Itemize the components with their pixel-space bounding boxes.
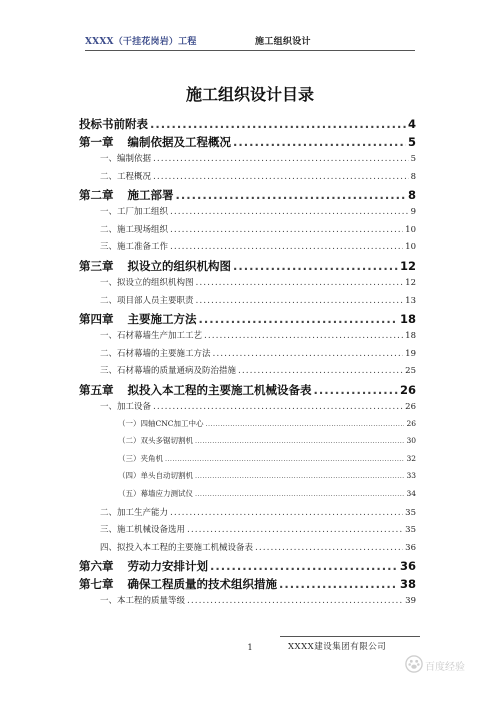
footer-company: XXXX建设集团有限公司	[288, 642, 387, 652]
toc-entry-title: 拟投入本工程的主要施工机械设备表	[127, 382, 312, 397]
toc-leader-dots	[170, 207, 409, 217]
toc-entry[interactable]	[79, 523, 416, 541]
toc-leader-dots	[153, 154, 409, 164]
toc-leader-dots	[170, 225, 403, 235]
toc-page-number: 8	[407, 188, 416, 203]
toc-leader-dots	[238, 366, 403, 376]
toc-leader-dots	[176, 188, 406, 202]
toc-leader-dots	[204, 331, 403, 341]
toc-page-number: 30	[406, 436, 416, 446]
header-project-name: XXXX（干挂花岗岩）工程	[85, 37, 197, 47]
toc-page-number: 19	[405, 348, 416, 359]
toc-entry-title: 三、施工准备工作	[100, 242, 169, 253]
toc-entry[interactable]	[79, 576, 416, 594]
toc-leader-dots	[206, 420, 405, 428]
toc-chapter-number: 第一章	[79, 135, 114, 149]
toc-leader-dots	[279, 577, 398, 591]
toc-page-number: 38	[399, 577, 416, 592]
toc-entry-title: （三）夹角机	[118, 453, 163, 463]
toc-entry-title: 一、工厂加工组织	[100, 207, 169, 218]
toc-leader-dots	[187, 525, 403, 535]
toc-page-number: 39	[405, 596, 416, 607]
toc-entry[interactable]	[79, 152, 416, 170]
toc-entry[interactable]	[79, 258, 416, 276]
toc-entry[interactable]	[79, 453, 416, 471]
toc-page-number: 9	[410, 207, 416, 218]
toc-leader-dots	[213, 349, 404, 359]
toc-entry[interactable]	[79, 400, 416, 418]
toc-entry-title: 三、施工机械设备选用	[100, 525, 186, 536]
toc-entry-title: 二、加工生产能力	[100, 507, 169, 518]
toc-leader-dots	[153, 172, 409, 182]
toc-entry[interactable]	[79, 506, 416, 524]
toc-entry-title: 主要施工方法	[127, 312, 197, 327]
toc-entry[interactable]	[79, 240, 416, 258]
toc-entry-title: （五）幕墙应力测试仪	[118, 488, 193, 498]
toc-entry-title: 二、工程概况	[100, 171, 152, 182]
toc-leader-dots	[255, 543, 403, 553]
table-of-contents	[79, 116, 416, 612]
toc-entry-title: 三、石材幕墙的质量通病及防治措施	[100, 366, 237, 377]
toc-page-number: 12	[405, 277, 416, 288]
toc-page-number: 35	[405, 525, 416, 536]
toc-page-number: 12	[399, 258, 416, 273]
toc-leader-dots	[199, 312, 398, 326]
toc-leader-dots	[210, 559, 398, 573]
toc-chapter-number: 第五章	[79, 382, 114, 397]
toc-entry-title: （四）单头自动切割机	[118, 471, 193, 481]
toc-page-number: 26	[399, 382, 416, 397]
page-title: 施工组织设计目录	[185, 85, 314, 104]
toc-leader-dots	[170, 242, 403, 252]
toc-entry[interactable]	[79, 594, 416, 612]
toc-leader-dots	[150, 117, 406, 131]
toc-entry[interactable]	[79, 418, 416, 436]
toc-entry[interactable]	[79, 276, 416, 294]
page-header	[85, 34, 415, 48]
toc-page-number: 26	[406, 418, 416, 428]
toc-leader-dots	[314, 383, 398, 397]
toc-leader-dots	[195, 472, 404, 480]
toc-entry-title: 二、石材幕墙的主要施工方法	[100, 348, 211, 359]
toc-leader-dots	[195, 437, 404, 445]
header-doc-type: 施工组织设计	[255, 37, 311, 47]
toc-entry-title: 施工部署	[127, 188, 174, 203]
toc-entry[interactable]	[79, 116, 416, 134]
toc-entry-title: 拟设立的组织机构图	[127, 258, 231, 273]
toc-entry-title: 一、本工程的质量等级	[100, 596, 186, 607]
toc-entry[interactable]	[79, 470, 416, 488]
toc-entry-title: （二）双头多锯切割机	[118, 436, 193, 446]
toc-leader-dots	[165, 455, 404, 463]
toc-page-number: 36	[405, 542, 416, 553]
toc-entry[interactable]	[79, 134, 416, 152]
toc-entry[interactable]	[79, 223, 416, 241]
toc-leader-dots	[196, 278, 404, 288]
toc-page-number: 4	[407, 117, 416, 131]
toc-entry[interactable]	[79, 311, 416, 329]
toc-leader-dots	[187, 596, 403, 606]
toc-entry-title: 二、施工现场组织	[100, 224, 169, 235]
toc-entry-title: 一、加工设备	[100, 401, 152, 412]
toc-entry-title: 二、项目部人员主要职责	[100, 295, 194, 306]
toc-entry[interactable]	[79, 435, 416, 453]
toc-leader-dots	[153, 402, 403, 412]
footer-rule	[280, 636, 420, 637]
toc-page-number: 18	[399, 312, 416, 327]
toc-page-number: 36	[399, 559, 416, 574]
toc-page-number: 13	[405, 295, 416, 306]
toc-chapter-number: 第七章	[79, 577, 114, 592]
toc-leader-dots	[233, 259, 398, 273]
toc-page-number: 10	[405, 224, 416, 235]
toc-entry[interactable]	[79, 187, 416, 205]
watermark-text: 百度经验	[425, 662, 465, 673]
watermark	[405, 654, 495, 676]
toc-entry[interactable]	[79, 205, 416, 223]
toc-leader-dots	[233, 135, 406, 149]
toc-leader-dots	[195, 490, 404, 498]
toc-entry-title: 一、石材幕墙生产加工工艺	[100, 331, 203, 342]
toc-entry-title: 一、编制依据	[100, 154, 152, 164]
toc-chapter-number: 第六章	[79, 559, 114, 574]
toc-chapter-number: 第三章	[79, 258, 114, 273]
toc-entry-title: （一）四轴CNC加工中心	[118, 418, 204, 428]
toc-page-number: 26	[405, 401, 416, 412]
toc-entry[interactable]	[79, 329, 416, 347]
toc-entry[interactable]	[79, 364, 416, 382]
toc-entry-title: 编制依据及工程概况	[127, 135, 231, 149]
toc-page-number: 8	[410, 171, 416, 182]
toc-entry-title: 一、拟设立的组织机构图	[100, 277, 194, 288]
toc-entry-title: 投标书前附表	[79, 117, 148, 131]
toc-page-number: 5	[410, 154, 416, 164]
toc-chapter-number: 第二章	[79, 188, 114, 203]
toc-page-number: 32	[406, 453, 416, 463]
toc-page-number: 18	[405, 331, 416, 342]
toc-leader-dots	[196, 296, 404, 306]
toc-page-number: 33	[406, 471, 416, 481]
page-number: 1	[247, 643, 253, 652]
toc-page-number: 34	[406, 488, 416, 498]
baidu-paw-icon	[405, 655, 423, 673]
toc-entry[interactable]	[79, 541, 416, 559]
toc-entry[interactable]	[79, 347, 416, 365]
toc-entry-title: 劳动力安排计划	[127, 559, 208, 574]
toc-chapter-number: 第四章	[79, 312, 114, 327]
toc-entry[interactable]	[79, 382, 416, 400]
toc-entry-title: 确保工程质量的技术组织措施	[127, 577, 277, 592]
toc-entry[interactable]	[79, 294, 416, 312]
toc-entry-title: 四、拟投入本工程的主要施工机械设备表	[100, 542, 254, 553]
toc-page-number: 25	[405, 366, 416, 377]
toc-entry[interactable]	[79, 558, 416, 576]
toc-page-number: 10	[405, 242, 416, 253]
toc-entry[interactable]	[79, 488, 416, 506]
toc-leader-dots	[170, 508, 403, 518]
header-rule	[85, 50, 415, 51]
toc-page-number: 35	[405, 507, 416, 518]
toc-entry[interactable]	[79, 170, 416, 188]
toc-page-number: 5	[407, 135, 416, 149]
